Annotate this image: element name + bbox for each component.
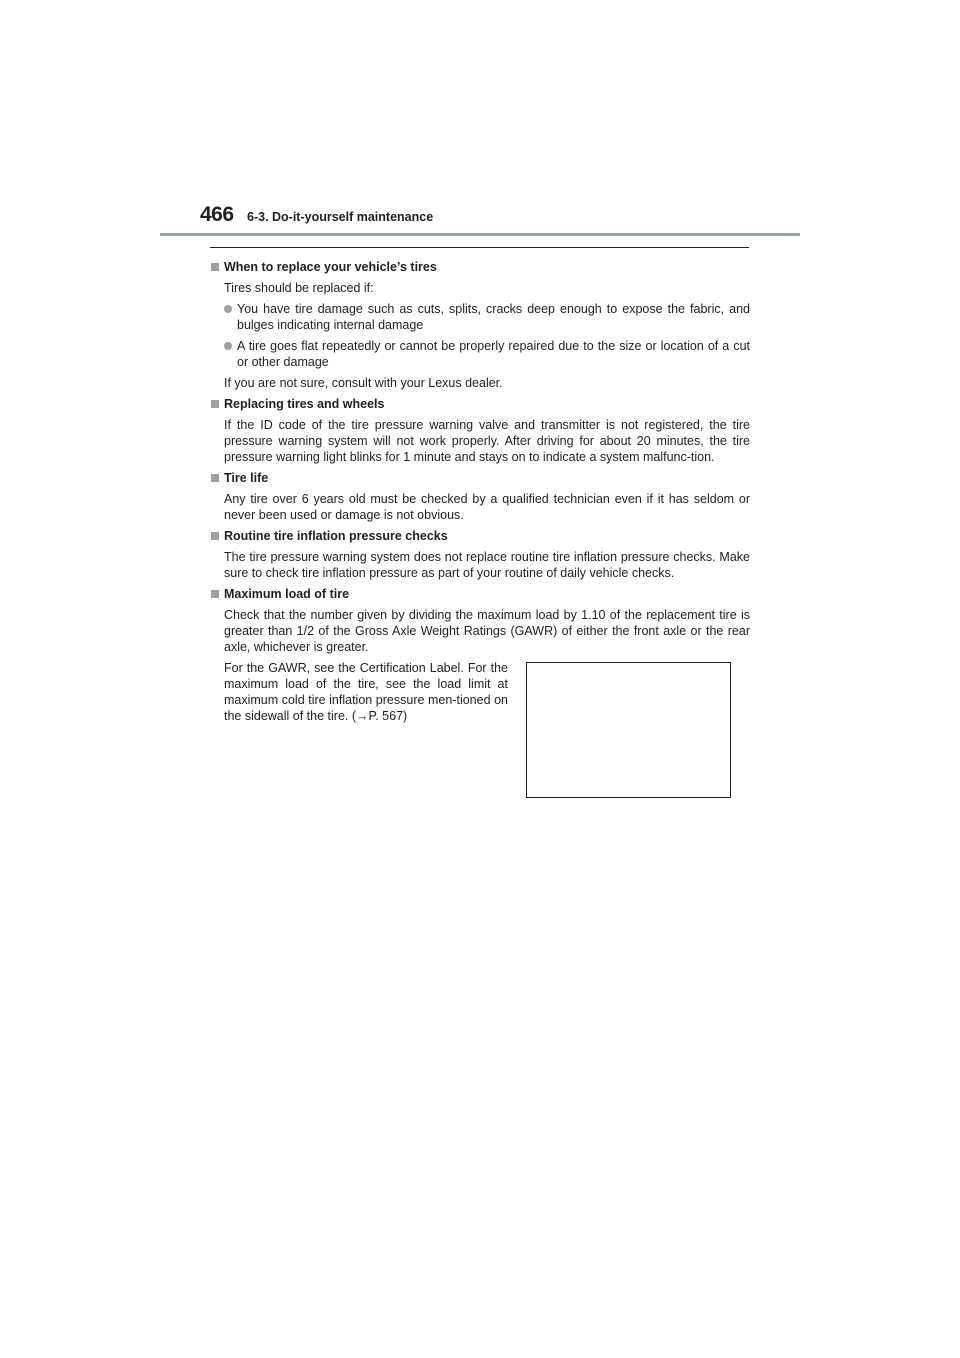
max-load-body: Check that the number given by dividing the maximum load by 1.10 of the replacement tire is greater than 1/2 of the Gross Axle Weight Ratings (GAWR) of either the front axle or the rear axle, whichever is greater. [224,608,750,654]
square-bullet-icon [211,263,219,271]
heading-when-to-replace: When to replace your vehicle’s tires [210,259,750,275]
routine-checks-body: The tire pressure warning system does not replace routine tire inflation pressure checks. Make sure to check tire inflation pressure as part of your routine of daily vehicle checks. [224,550,750,580]
heading-tire-life: Tire life [210,470,750,486]
section-rule [210,247,749,248]
replace-intro: Tires should be replaced if: [224,281,374,295]
round-bullet-icon [224,305,232,313]
tire-life-body: Any tire over 6 years old must be checked by a qualified technician even if it has seldom or never been used or damage is not obvious. [224,492,750,522]
tire-sidewall-illustration [526,662,731,798]
max-load-side-text: For the GAWR, see the Certification Label. For the maximum load of the tire, see the load limit at maximum cold tire inflation pressure men-tioned on the sidewall of the tire. (→P. 567) [224,661,508,723]
square-bullet-icon [211,400,219,408]
list-item: You have tire damage such as cuts, splits, cracks deep enough to expose the fabric, and bulges indicating internal damage [210,301,750,333]
square-bullet-icon [211,532,219,540]
page-number: 466 [200,203,234,226]
page-content [210,259,750,800]
square-bullet-icon [211,590,219,598]
round-bullet-icon [224,342,232,350]
max-load-figure-row [210,660,750,800]
list-item: A tire goes flat repeatedly or cannot be properly repaired due to the size or location of a cut or other damage [210,338,750,370]
chapter-title: 6-3. Do-it-yourself maintenance [247,210,434,224]
replacing-body: If the ID code of the tire pressure warning valve and transmitter is not registered, the tire pressure warning system will not work properly. After driving for about 20 minutes, the tire pressure warning light blinks for 1 minute and stays on to indicate a system malfunc-tion. [224,418,750,464]
replace-note: If you are not sure, consult with your Lexus dealer. [224,376,503,390]
heading-maximum-load: Maximum load of tire [210,586,750,602]
header-rule [160,233,800,236]
heading-replacing-tires: Replacing tires and wheels [210,396,750,412]
heading-routine-checks: Routine tire inflation pressure checks [210,528,750,544]
square-bullet-icon [211,474,219,482]
